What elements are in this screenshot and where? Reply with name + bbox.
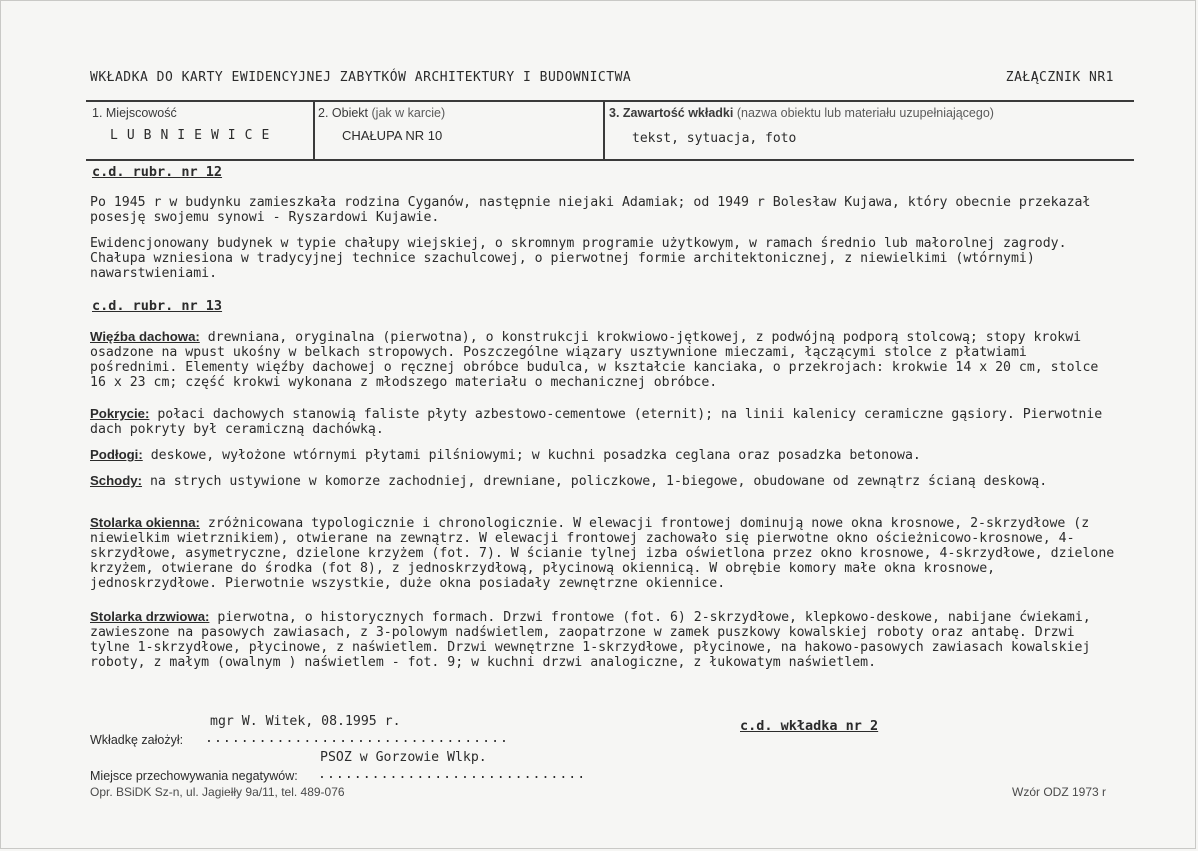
annex-number: ZAŁĄCZNIK NR1 xyxy=(1005,70,1114,85)
content-label-note: (nazwa obiektu lub materiału uzupełniającego) xyxy=(736,106,994,120)
floors-paragraph xyxy=(90,447,1120,463)
storage-dots: .............................. xyxy=(318,767,587,782)
storage-label: Miejsce przechowywania negatywów: xyxy=(90,769,298,783)
rubric-12-heading: c.d. rubr. nr 12 xyxy=(92,164,223,180)
object-label-main: 2. Obiekt xyxy=(318,106,369,120)
form-title: WKŁADKA DO KARTY EWIDENCYJNEJ ZABYTKÓW ARCHITEKTURY I BUDOWNICTWA xyxy=(90,70,632,85)
continued-insert: c.d. wkładka nr 2 xyxy=(740,718,879,734)
stairs-text: na strych ustywione w komorze zachodniej, drewniane, policzkowe, 1-biegowe, obudowane od zewnątrz ścianą deskową. xyxy=(142,474,1048,489)
roofing-paragraph xyxy=(90,406,1120,437)
rubric-12-paragraph-2: Ewidencjonowany budynek w typie chałupy wiejskiej, o skromnym programie użytkowym, w ramach średnio lub małorolnej zagrody. Chałupa wzniesiona w tradycyjnej technice szachulcowej, o pierwotnej formie architektonicznej, z niewielkimi (wtórnymi) nawarstwieniami. xyxy=(90,236,1067,281)
storage-value: PSOZ w Gorzowie Wlkp. xyxy=(320,750,487,765)
doors-paragraph xyxy=(90,609,1120,670)
field-divider-2 xyxy=(603,100,605,159)
field-box-top-rule xyxy=(86,100,1134,102)
windows-key: Stolarka okienna: xyxy=(90,515,200,530)
printer-info: Opr. BSiDK Sz-n, ul. Jagiełły 9a/11, tel. 489-076 xyxy=(90,785,345,799)
place-value: LUBNIEWICE xyxy=(110,128,279,143)
content-label xyxy=(609,106,994,120)
roof-truss-text: drewniana, oryginalna (pierwotna), o konstrukcji krokwiowo-jętkowej, z podwójną podporą stolcową; stopy krokwi osadzone na wpust ukośny w belkach stropowych. Poszczególne wiązary usztywnione mieczami, łączącymi stolce z płatwiami pośrednimi. Elementy więźby dachowej o ręcznej obróbce budulca, w kształcie kanciaka, o przekrojach: krokwie 14 x 20 cm, stolce 16 x 23 cm; część krokwi wykonana z młodszego materiału o mechanicznej obróbce. xyxy=(90,330,1099,390)
field-divider-1 xyxy=(313,100,315,159)
place-label: 1. Miejscowość xyxy=(92,106,177,120)
floors-key: Podłogi: xyxy=(90,447,143,462)
content-value: tekst, sytuacja, foto xyxy=(632,131,797,146)
stairs-paragraph xyxy=(90,473,1120,489)
field-box-bottom-rule xyxy=(86,159,1134,161)
author-value: mgr W. Witek, 08.1995 r. xyxy=(210,714,401,729)
object-value: CHAŁUPA NR 10 xyxy=(342,128,443,143)
roof-truss-key: Więźba dachowa: xyxy=(90,329,200,344)
roofing-key: Pokrycie: xyxy=(90,406,150,421)
roof-truss-paragraph xyxy=(90,329,1120,390)
form-model: Wzór ODZ 1973 r xyxy=(1012,785,1107,799)
doors-text: pierwotna, o historycznych formach. Drzwi frontowe (fot. 6) 2-skrzydłowe, klepkowo-deskowe, nabijane ćwiekami, zawieszone na pasowych zawiasach, z 3-polowym nadświetlem, zaopatrzone w zamek puszkowy kowalskiej roboty oraz antabę. Drzwi tylne 1-skrzydłowe, płycinowe, z naświetlem. Drzwi wewnętrzne 1-skrzydłowe, płycinowe, na hakowo-pasowych zawiasach kowalskiej roboty, z małym (owalnym ) naświetlem - fot. 9; w kuchni drzwi analogiczne, z łukowatym naświetlem. xyxy=(90,610,1091,670)
author-label: Wkładkę założył: xyxy=(90,733,184,747)
doors-key: Stolarka drzwiowa: xyxy=(90,609,210,624)
rubric-13-heading: c.d. rubr. nr 13 xyxy=(92,298,223,314)
windows-text: zróżnicowana typologicznie i chronologicznie. W elewacji frontowej dominują nowe okna krosnowe, 2-skrzydłowe (z niewielkim wietrznikiem), otwierane na zewnątrz. W elewacji frontowej zachowało się pierwotne okno ościeżnicowo-krosnowe, 4-skrzydłowe, asymetryczne, dzielone krzyżem (fot. 7). W ścianie tylnej izba oświetlona przez okno krosnowe, 4-skrzydłowe, dzielone krzyżem, otwierane do środka (fot 8), z jednoskrzydłową, płycinową okiennicą. W obrębie komory małe okna krosnowe, jednoskrzydłowe. Pierwotnie wszystkie, duże okna posiadały zewnętrzne okiennice. xyxy=(90,516,1115,591)
roofing-text: połaci dachowych stanowią faliste płyty azbestowo-cementowe (eternit); na linii kalenicy ceramiczne gąsiory. Pierwotnie dach pokryty był ceramiczną dachówką. xyxy=(90,407,1103,437)
floors-text: deskowe, wyłożone wtórnymi płytami pilśniowymi; w kuchni posadzka ceglana oraz posadzka betonowa. xyxy=(142,448,921,463)
rubric-12-paragraph-1: Po 1945 r w budynku zamieszkała rodzina Cyganów, następnie niejaki Adamiak; od 1949 r Bolesław Kujawa, który obecnie przekazał posesję swojemu synowi - Ryszardowi Kujawie. xyxy=(90,195,1091,225)
windows-paragraph xyxy=(90,515,1120,591)
stairs-key: Schody: xyxy=(90,473,143,488)
object-label-note: (jak w karcie) xyxy=(371,106,446,120)
object-label xyxy=(318,106,445,120)
content-label-main: 3. Zawartość wkładki xyxy=(609,106,734,120)
author-dots: .................................. xyxy=(205,731,509,746)
